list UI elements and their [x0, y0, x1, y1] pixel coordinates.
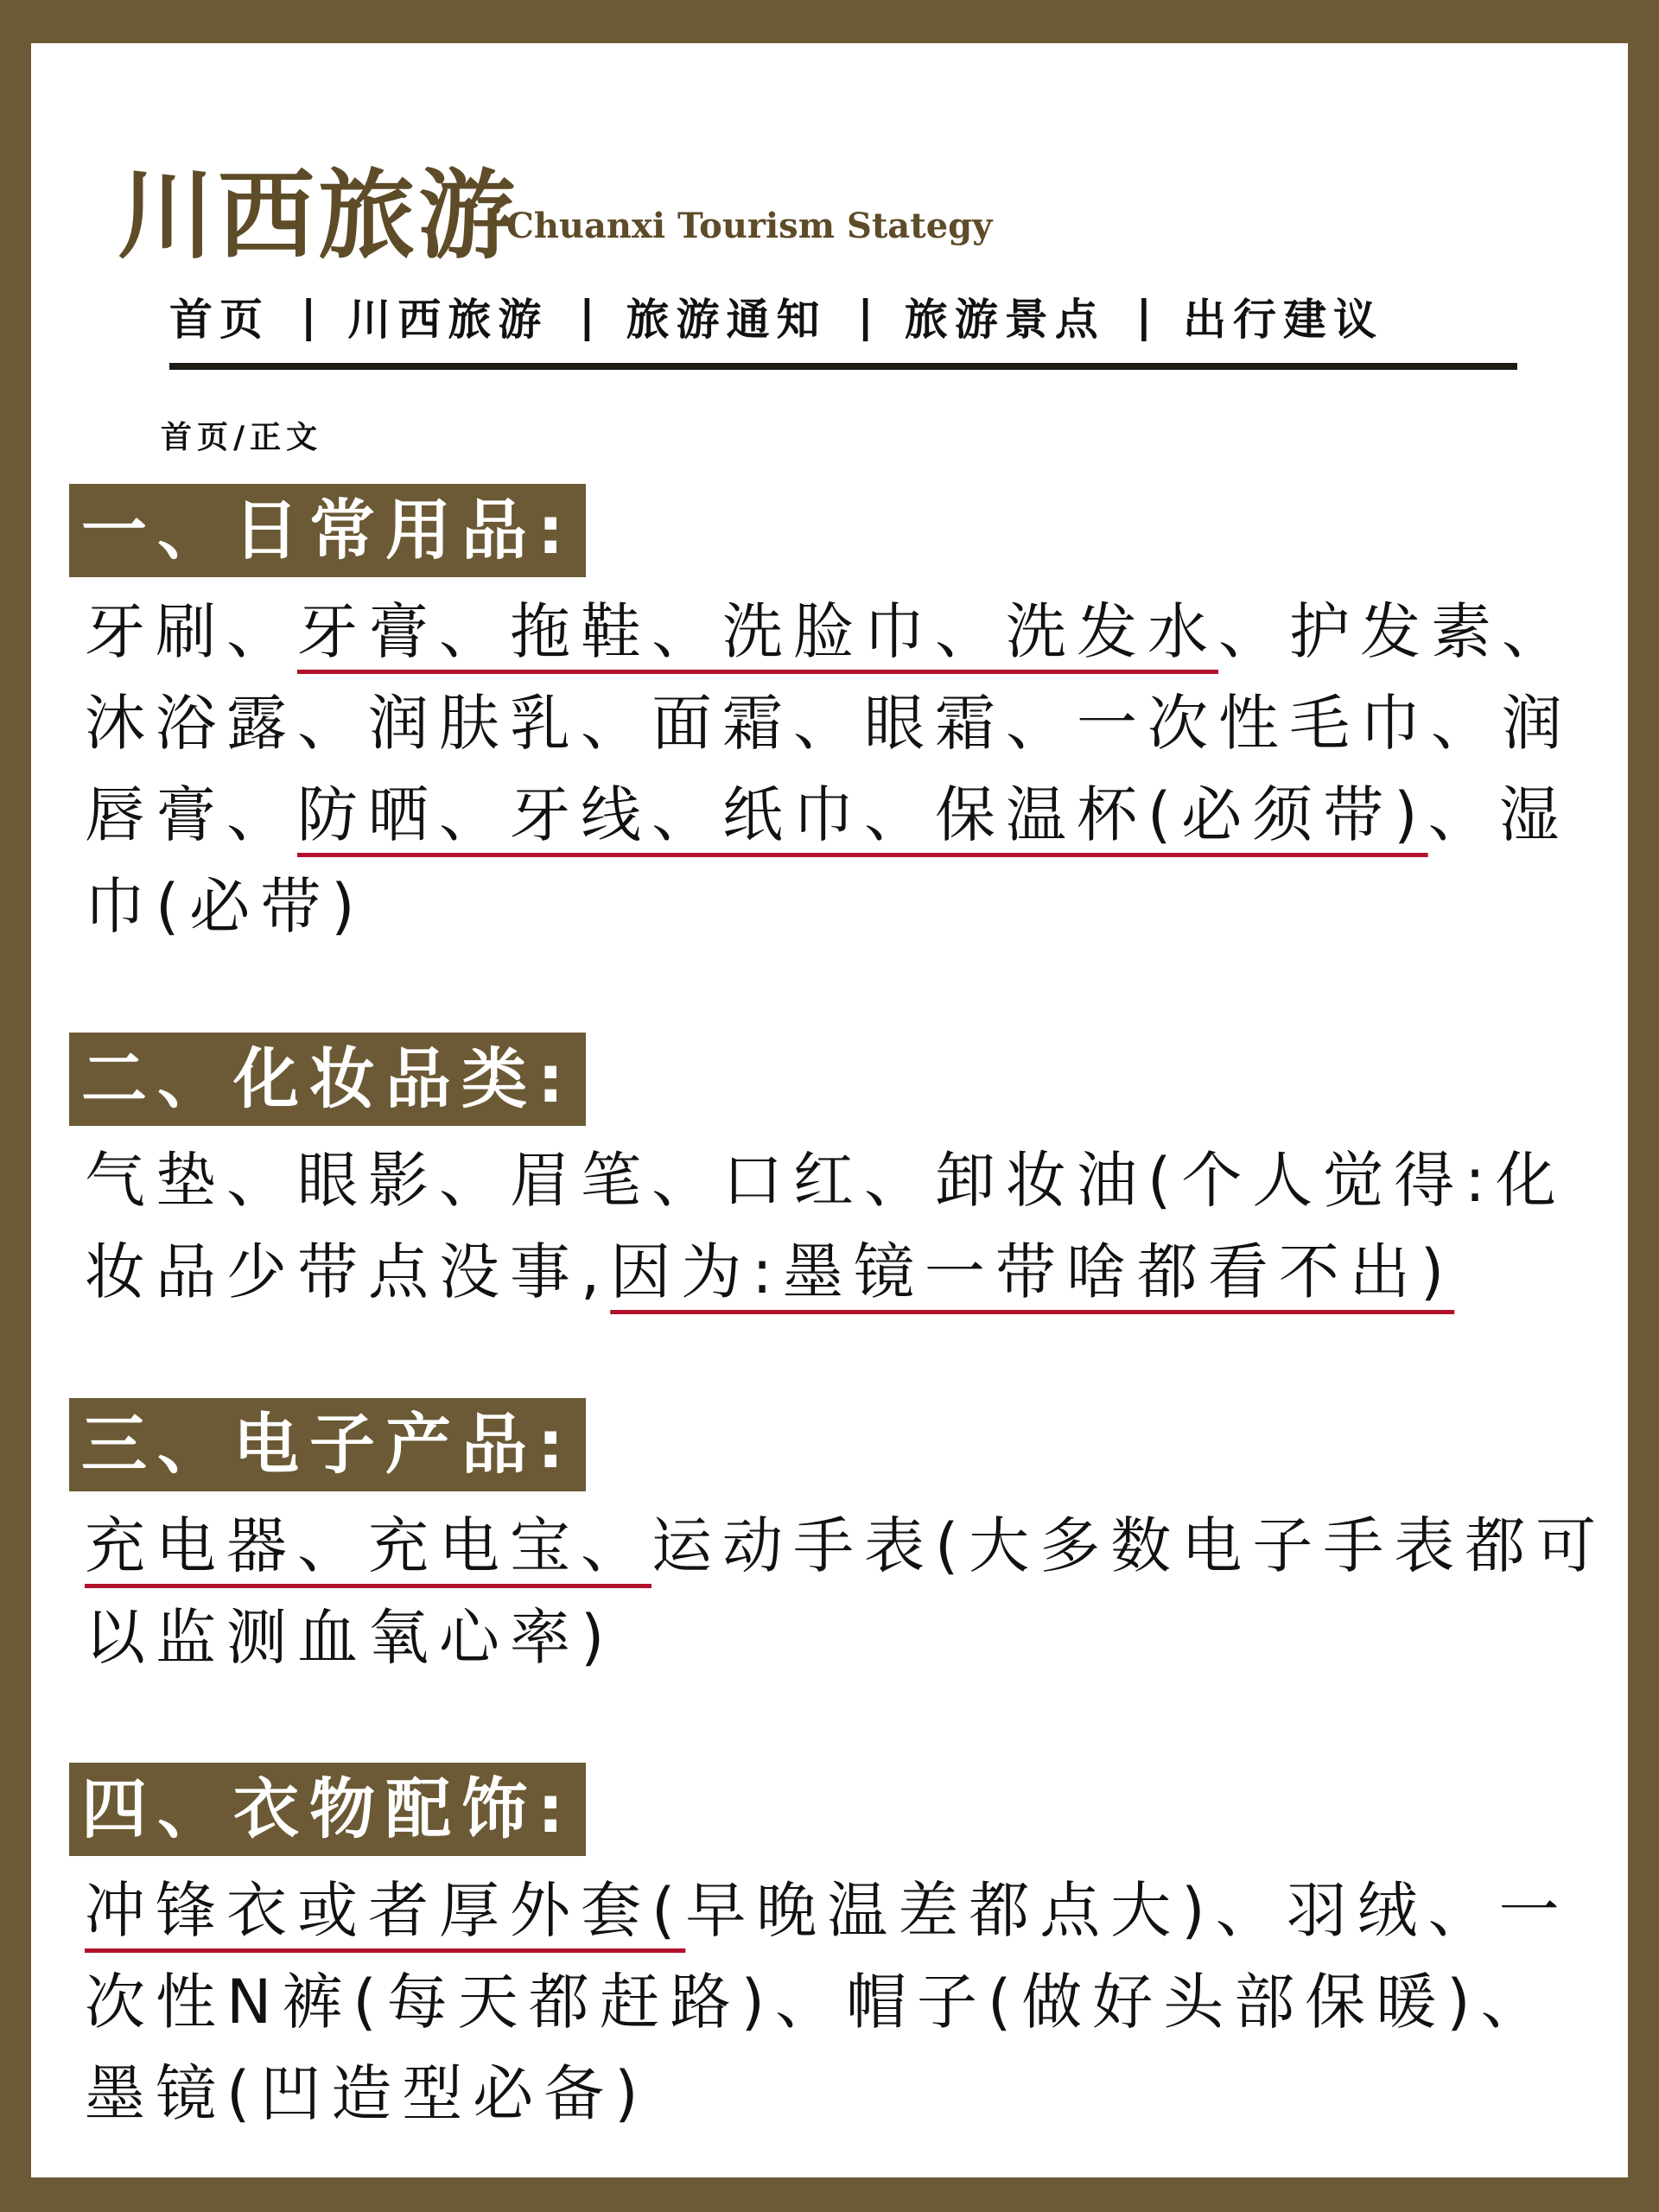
logo-subtitle-en: Chuanxi Tourism Stategy	[506, 206, 993, 246]
body-text: 、护发素、沐浴露、润肤乳、面霜、眼霜、一次性毛巾、润唇膏、	[85, 596, 1573, 850]
underlined-text: 充电器、充电宝、	[85, 1510, 652, 1581]
section-body	[85, 586, 1607, 952]
underlined-text: 牙膏、拖鞋、洗脸巾、洗发水	[297, 596, 1218, 667]
nav-separator: |	[301, 291, 317, 341]
nav-separator: |	[857, 291, 874, 341]
section-daily-items	[69, 484, 1607, 952]
section-electronics	[69, 1398, 1607, 1683]
nav-separator: |	[1135, 291, 1153, 341]
main-nav	[169, 285, 1383, 347]
underlined-text: 冲锋衣或者厚外套(	[85, 1875, 686, 1946]
body-text: 早晚温差都点大)、羽绒、一次性N裤(每天都赶路)、帽子(做好头部保暖)、墨镜(凹造型必备)	[85, 1875, 1570, 2129]
body-text: 牙刷、	[85, 596, 297, 667]
section-title: 一、日常用品:	[69, 484, 586, 577]
underlined-text: 因为:墨镜一带啥都看不出)	[610, 1236, 1455, 1307]
section-cosmetics	[69, 1033, 1607, 1318]
nav-item-home[interactable]: 首页	[169, 295, 270, 345]
section-title: 三、电子产品:	[69, 1398, 586, 1491]
body-text: 运动手表(大多数电子手表都可以监测血氧心率)	[85, 1510, 1607, 1673]
nav-divider	[169, 363, 1517, 370]
section-title: 四、衣物配饰:	[69, 1763, 586, 1856]
nav-item-chuanxi-tourism[interactable]: 川西旅游	[347, 295, 549, 345]
section-clothing	[69, 1763, 1607, 2139]
nav-separator: |	[579, 291, 595, 341]
section-body	[85, 1135, 1607, 1318]
breadcrumb[interactable]: 首页/正文	[161, 420, 323, 455]
nav-item-attractions[interactable]: 旅游景点	[904, 295, 1105, 345]
underlined-text: 防晒、牙线、纸巾、保温杯(必须带)	[297, 779, 1428, 850]
nav-item-travel-advice[interactable]: 出行建议	[1183, 295, 1384, 345]
section-body	[85, 1865, 1607, 2139]
nav-item-tour-notice[interactable]: 旅游通知	[626, 295, 827, 345]
body-text: 、湿巾(必带)	[85, 779, 1570, 942]
body-text: 气垫、眼影、眉笔、口红、卸妆油(个人觉得:化妆品少带点没事,	[85, 1145, 1567, 1307]
section-body	[85, 1500, 1607, 1683]
section-title: 二、化妆品类:	[69, 1033, 586, 1126]
page-frame	[31, 43, 1628, 2177]
logo-title-cn: 川西旅游	[118, 160, 518, 272]
